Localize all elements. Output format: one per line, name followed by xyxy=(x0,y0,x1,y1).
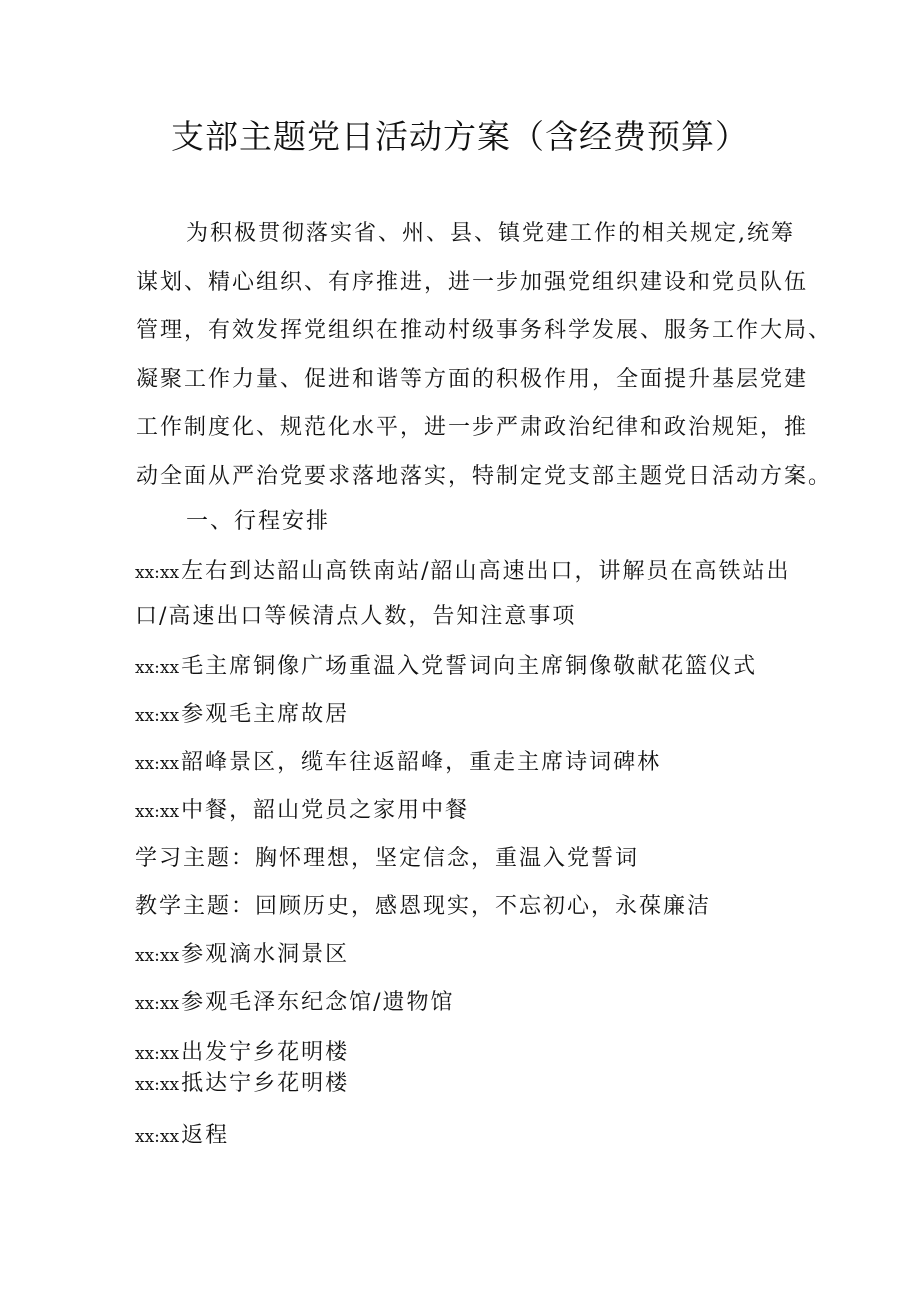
schedule-item xyxy=(135,698,349,733)
schedule-text: 参观滴水洞景区 xyxy=(181,942,350,967)
schedule-time: xx:xx xyxy=(135,1044,180,1064)
schedule-item xyxy=(135,938,349,973)
schedule-item xyxy=(135,1067,349,1102)
schedule-time: xx:xx xyxy=(135,658,180,678)
schedule-time: xx:xx xyxy=(135,1075,180,1095)
schedule-item xyxy=(135,1036,349,1071)
intro-line: 管理，有效发挥党组织在推动村级事务科学发展、服务工作大局、 xyxy=(136,318,833,343)
intro-paragraph xyxy=(136,210,833,501)
schedule-item-continuation xyxy=(135,600,576,634)
schedule-text: 出发宁乡花明楼 xyxy=(181,1040,350,1065)
schedule-time: xx:xx xyxy=(135,706,180,726)
schedule-time: xx:xx xyxy=(135,994,180,1014)
schedule-text: 教学主题：回顾历史，感恩现实，不忘初心，永葆廉洁 xyxy=(135,894,712,919)
schedule-text: 口/高速出口等候清点人数，告知注意事项 xyxy=(135,604,577,629)
schedule-text: 学习主题：胸怀理想，坚定信念，重温入党誓词 xyxy=(135,846,640,871)
schedule-item xyxy=(135,650,757,685)
schedule-time: xx:xx xyxy=(135,754,180,774)
schedule-text: 参观毛主席故居 xyxy=(181,702,350,727)
schedule-text: 中餐，韶山党员之家用中餐 xyxy=(181,798,470,823)
schedule-text: 韶峰景区，缆车往返韶峰，重走主席诗词碑林 xyxy=(181,750,662,775)
schedule-text: 抵达宁乡花明楼 xyxy=(181,1071,350,1096)
schedule-time: xx:xx xyxy=(135,802,180,822)
intro-line: 工作制度化、规范化水平，进一步严肃政治纪律和政治规矩，推 xyxy=(136,415,809,440)
study-theme xyxy=(135,842,639,876)
schedule-item xyxy=(135,986,455,1021)
schedule-text: 参观毛泽东纪念馆/遗物馆 xyxy=(181,990,455,1015)
schedule-time: xx:xx xyxy=(135,946,180,966)
schedule-item xyxy=(135,794,469,829)
schedule-text: 返程 xyxy=(181,1123,230,1148)
schedule-item xyxy=(135,1119,229,1154)
schedule-text: 左右到达韶山高铁南站/韶山高速出口，讲解员在高铁站出 xyxy=(181,559,791,584)
schedule-time: xx:xx xyxy=(135,563,180,583)
schedule-item xyxy=(135,555,791,590)
schedule-text: 毛主席铜像广场重温入党誓词向主席铜像敬献花篮仪式 xyxy=(181,654,758,679)
schedule-item xyxy=(135,746,661,781)
section-heading: 一、行程安排 xyxy=(186,509,331,534)
teaching-theme xyxy=(135,890,711,924)
schedule-time: xx:xx xyxy=(135,1127,180,1147)
intro-line: 为积极贯彻落实省、州、县、镇党建工作的相关规定,统筹 xyxy=(186,221,795,246)
document-title: 支部主题党日活动方案（含经费预算） xyxy=(171,117,749,156)
intro-line: 凝聚工作力量、促进和谐等方面的积极作用，全面提升基层党建 xyxy=(136,366,809,392)
intro-line: 谋划、精心组织、有序推进，进一步加强党组织建设和党员队伍 xyxy=(136,269,809,295)
intro-line: 动全面从严治党要求落地落实，特制定党支部主题党日活动方案。 xyxy=(136,463,833,489)
